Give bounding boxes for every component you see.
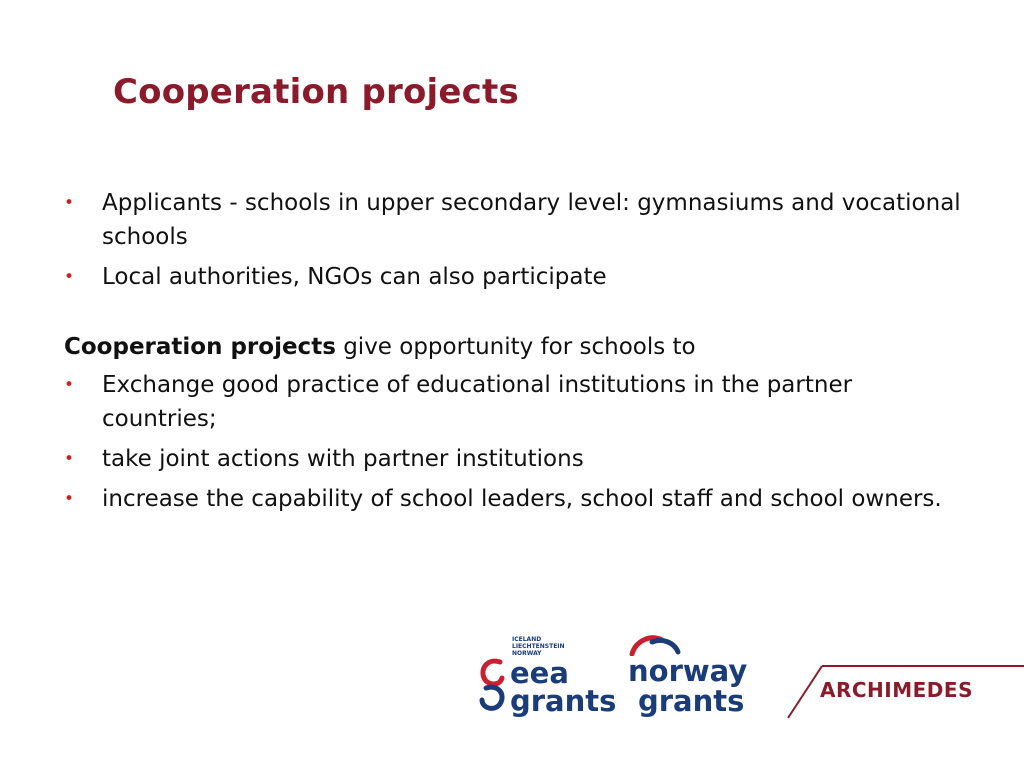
bullet-list-applicants xyxy=(64,186,964,294)
lead-bold-text: Cooperation projects xyxy=(64,334,336,360)
lead-paragraph xyxy=(64,330,964,364)
archimedes-wordmark: ARCHIMEDES xyxy=(820,678,973,702)
archimedes-logo xyxy=(786,664,1024,720)
list-item-text: increase the capability of school leaders, school staff and school owners. xyxy=(102,486,942,512)
list-item xyxy=(64,442,964,476)
eea-word: eea xyxy=(510,656,569,690)
norway-arc-icon xyxy=(628,634,684,656)
norway-word: norway xyxy=(628,654,748,688)
bullet-list-opportunities xyxy=(64,368,964,516)
eea-swirl-icon xyxy=(478,656,508,712)
list-item xyxy=(64,368,964,436)
bullet-icon: • xyxy=(64,449,75,469)
lead-text: give opportunity for schools to xyxy=(335,334,696,360)
bullet-icon: • xyxy=(64,193,75,213)
slide-body xyxy=(64,186,964,522)
list-item-text: Exchange good practice of educational institutions in the partner countries; xyxy=(102,372,853,432)
list-item xyxy=(64,482,964,516)
list-item-text: Local authorities, NGOs can also participate xyxy=(102,264,607,290)
list-item xyxy=(64,260,964,294)
eea-grants-word: grants xyxy=(510,684,617,718)
norway-grants-logo xyxy=(628,634,748,734)
norway-grants-word: grants xyxy=(638,684,745,718)
footer-logos xyxy=(0,620,1024,768)
eea-grants-logo xyxy=(478,636,617,731)
bullet-icon: • xyxy=(64,267,75,287)
list-item-text: Applicants - schools in upper secondary level: gymnasiums and vocational schools xyxy=(102,190,961,250)
bullet-icon: • xyxy=(64,489,75,509)
eea-country-names: ICELAND LIECHTENSTEIN NORWAY xyxy=(512,636,565,657)
list-item xyxy=(64,186,964,254)
bullet-icon: • xyxy=(64,375,75,395)
list-item-text: take joint actions with partner institutions xyxy=(102,446,584,472)
slide-title: Cooperation projects xyxy=(113,72,519,112)
